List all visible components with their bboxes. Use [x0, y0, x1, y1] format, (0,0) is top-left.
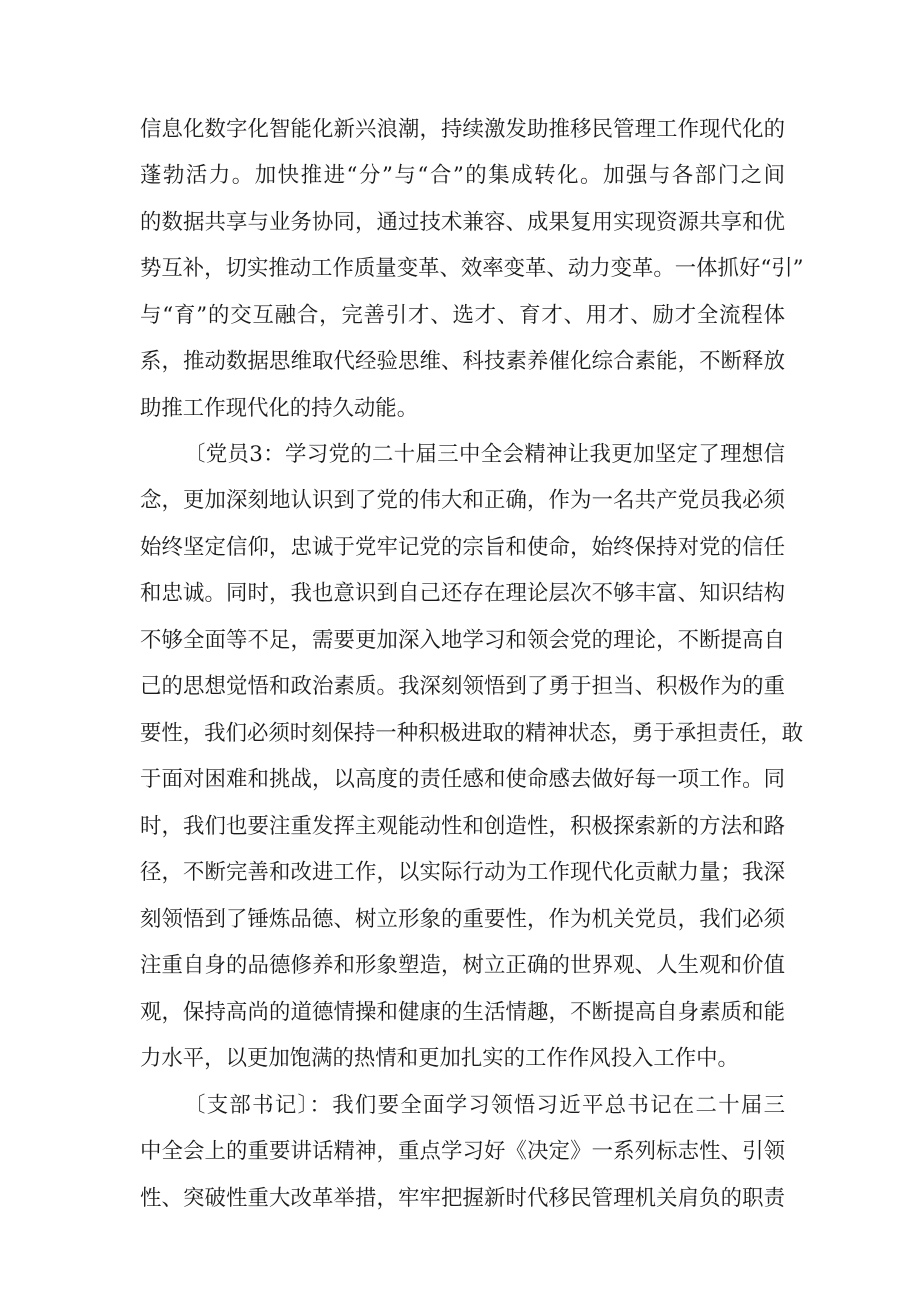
paragraph-3-line-2: 中全会上的重要讲话精神，重点学习好《决定》一系列标志性、引领: [140, 1139, 785, 1164]
paragraph-1-line-7: 助推工作现代化的持久动能。: [140, 396, 419, 421]
paragraph-2-line-5: 不够全面等不足，需要更加深入地学习和领会党的理论，不断提高自: [140, 628, 785, 653]
paragraph-2-line-4: 和忠诚。同时，我也意识到自己还存在理论层次不够丰富、知识结构: [140, 581, 785, 606]
paragraph-1-line-5: 与“育”的交互融合，完善引才、选才、育才、用才、励才全流程体: [140, 303, 785, 328]
paragraph-2-line-3: 始终坚定信仰，忠诚于党牢记党的宗旨和使命，始终保持对党的信任: [140, 535, 785, 560]
paragraph-3-line-1: 〔支部书记〕：我们要全面学习领悟习近平总书记在二十届三: [184, 1093, 785, 1118]
paragraph-2-line-8: 于面对困难和挑战，以高度的责任感和使命感去做好每一项工作。同: [140, 767, 785, 792]
paragraph-2-line-2: 念，更加深刻地认识到了党的伟大和正确，作为一名共产党员我必须: [140, 488, 785, 513]
paragraph-1-line-6: 系，推动数据思维取代经验思维、科技素养催化综合素能，不断释放: [140, 349, 785, 374]
paragraph-2-line-14: 力水平，以更加饱满的热情和更加扎实的工作作风投入工作中。: [140, 1046, 739, 1071]
paragraph-2-line-6: 己的思想觉悟和政治素质。我深刻领悟到了勇于担当、积极作为的重: [140, 674, 785, 699]
paragraph-2-line-10: 径，不断完善和改进工作，以实际行动为工作现代化贡献力量；我深: [140, 860, 785, 885]
paragraph-1-line-3: 的数据共享与业务协同，通过技术兼容、成果复用实现资源共享和优: [140, 210, 785, 235]
paragraph-2-line-12: 注重自身的品德修养和形象塑造，树立正确的世界观、人生观和价值: [140, 953, 785, 978]
paragraph-2-line-1: 〔党员3：学习党的二十届三中全会精神让我更加坚定了理想信: [184, 442, 785, 467]
paragraph-2-line-9: 时，我们也要注重发挥主观能动性和创造性，积极探索新的方法和路: [140, 814, 785, 839]
paragraph-1-line-4: 势互补，切实推动工作质量变革、效率变革、动力变革。一体抓好“引”: [140, 256, 804, 281]
paragraph-2-line-13: 观，保持高尚的道德情操和健康的生活情趣，不断提高自身素质和能: [140, 1000, 785, 1025]
paragraph-2-line-7: 要性，我们必须时刻保持一种积极进取的精神状态，勇于承担责任，敢: [140, 721, 804, 746]
paragraph-2-line-11: 刻领悟到了锤炼品德、树立形象的重要性，作为机关党员，我们必须: [140, 907, 785, 932]
paragraph-3-line-3: 性、突破性重大改革举措，牢牢把握新时代移民管理机关肩负的职责: [140, 1186, 785, 1211]
paragraph-1-line-2: 蓬勃活力。加快推进“分”与“合”的集成转化。加强与各部门之间: [140, 163, 785, 188]
paragraph-1-line-1: 信息化数字化智能化新兴浪潮，持续激发助推移民管理工作现代化的: [140, 117, 785, 142]
